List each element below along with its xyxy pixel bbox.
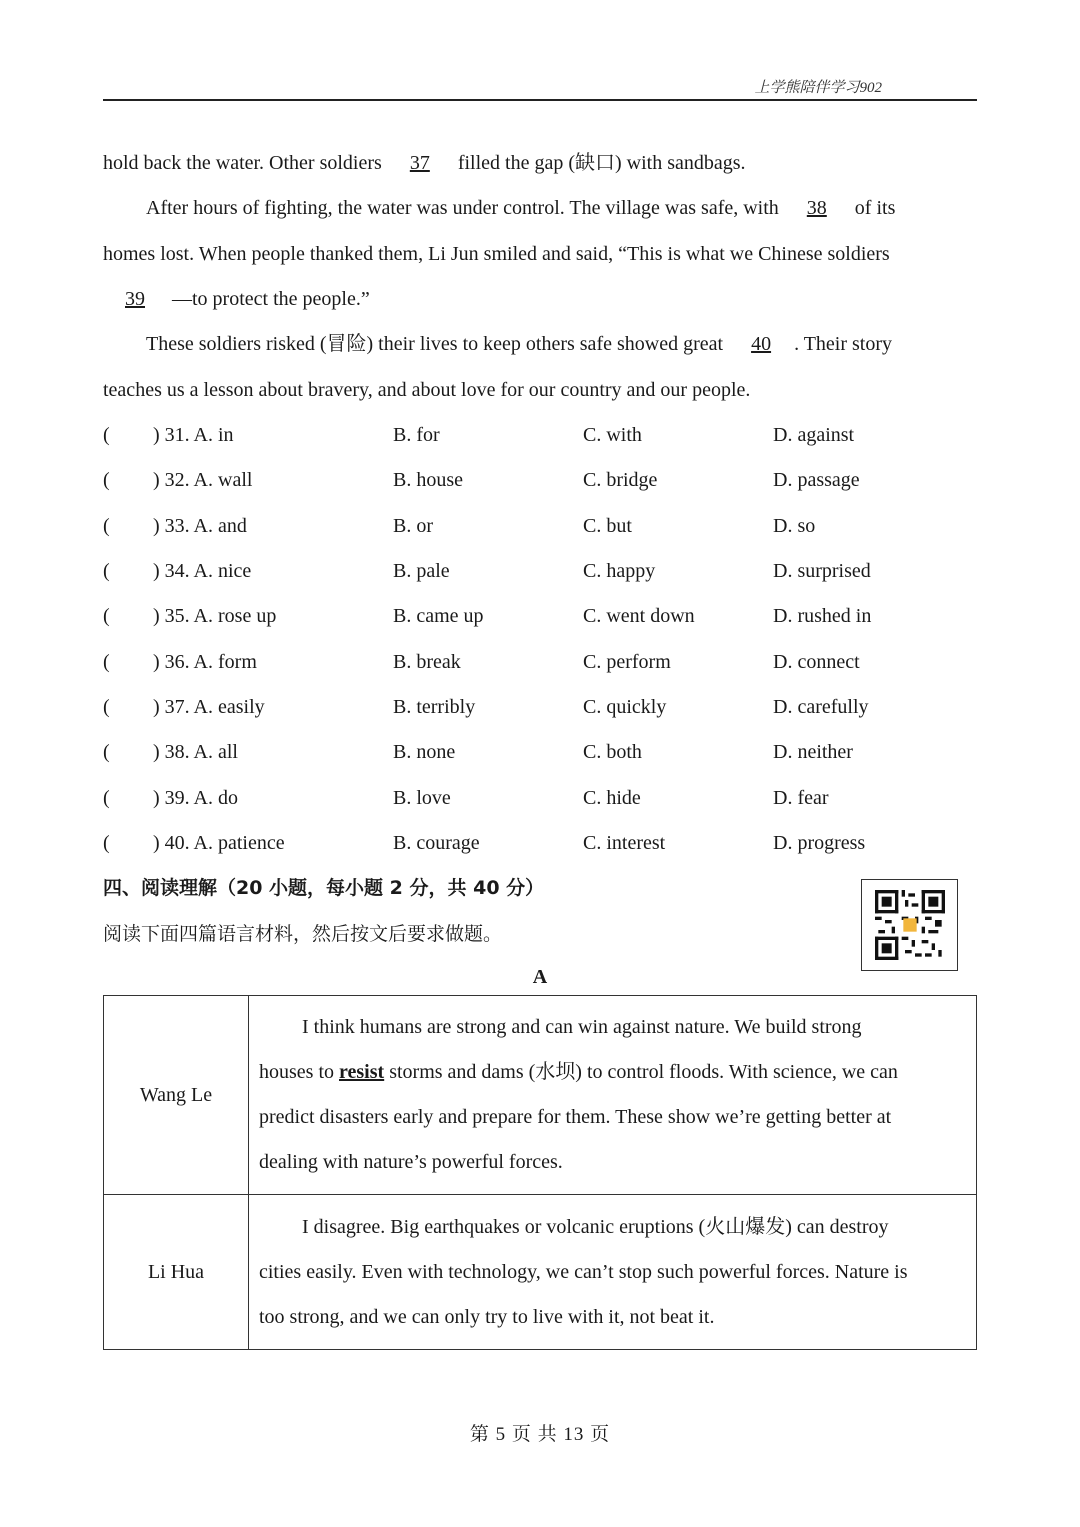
speaker-name: Wang Le: [104, 996, 249, 1195]
passage-line-1: hold back the water. Other soldiers 37 filled the gap (缺口) with sandbags.: [103, 148, 977, 178]
opinions-table: [103, 995, 977, 1350]
answer-paren: (: [103, 741, 110, 763]
answer-paren: (: [103, 696, 110, 718]
qr-code: [861, 879, 958, 971]
passage-line-5: These soldiers risked (冒险) their lives to keep others safe showed great 40 . Their story: [103, 329, 977, 359]
blank-38: 38: [806, 197, 827, 219]
question-32: ( ) 32. A. wall B. house C. bridge D. passage: [103, 465, 977, 495]
answer-paren: (: [103, 515, 110, 537]
table-row: [104, 1195, 977, 1350]
blank-40: 40: [751, 333, 772, 355]
question-39: ( ) 39. A. do B. love C. hide D. fear: [103, 783, 977, 813]
question-35: ( ) 35. A. rose up B. came up C. went down D. rushed in: [103, 601, 977, 631]
answer-paren: (: [103, 605, 110, 627]
answer-paren: (: [103, 832, 110, 854]
question-38: ( ) 38. A. all B. none C. both D. neither: [103, 737, 977, 767]
section-title: 四、阅读理解（20 小题，每小题 2 分，共 40 分）: [103, 877, 545, 899]
answer-paren: (: [103, 787, 110, 809]
passage-line-2: After hours of fighting, the water was under control. The village was safe, with 38 of its: [103, 193, 977, 223]
header-divider: [103, 99, 977, 101]
question-31: ( ) 31. A. in B. for C. with D. against: [103, 420, 977, 450]
speaker-opinion: I think humans are strong and can win against nature. We build strong houses to resist storms and dams (水坝) to control floods. With science, we can predict disasters early and prepare for them. These show we’re getting better at dealing with nature’s powerful forces.: [249, 996, 977, 1195]
question-33: ( ) 33. A. and B. or C. but D. so: [103, 511, 977, 541]
answer-paren: (: [103, 469, 110, 491]
passage-line-3: homes lost. When people thanked them, Li Jun smiled and said, “This is what we Chinese soldiers: [103, 243, 890, 265]
speaker-name: Li Hua: [104, 1195, 249, 1350]
question-34: ( ) 34. A. nice B. pale C. happy D. surprised: [103, 556, 977, 586]
blank-39: 39: [125, 288, 145, 310]
question-37: ( ) 37. A. easily B. terribly C. quickly D. carefully: [103, 692, 977, 722]
blank-37: 37: [409, 152, 430, 174]
speaker-opinion: I disagree. Big earthquakes or volcanic eruptions (火山爆发) can destroy cities easily. Even with technology, we can’t stop such powerful forces. Nature is too strong, and we can only try to live with it, not beat it.: [249, 1195, 977, 1350]
keyword-resist: resist: [339, 1061, 385, 1083]
passage-label: A: [532, 966, 548, 988]
answer-paren: (: [103, 424, 110, 446]
page-number: 第 5 页 共 13 页: [469, 1424, 611, 1445]
answer-paren: (: [103, 651, 110, 673]
table-row: [104, 996, 977, 1195]
answer-paren: (: [103, 560, 110, 582]
passage-line-4: 39 —to protect the people.”: [103, 284, 977, 314]
qr-code-icon: [875, 890, 945, 960]
question-40: ( ) 40. A. patience B. courage C. interest D. progress: [103, 828, 977, 858]
passage-line-6: teaches us a lesson about bravery, and about love for our country and our people.: [103, 379, 751, 401]
question-36: ( ) 36. A. form B. break C. perform D. connect: [103, 647, 977, 677]
header-brand: 上学熊陪伴学习902: [754, 80, 882, 96]
section-instruction: 阅读下面四篇语言材料，然后按文后要求做题。: [103, 923, 503, 945]
